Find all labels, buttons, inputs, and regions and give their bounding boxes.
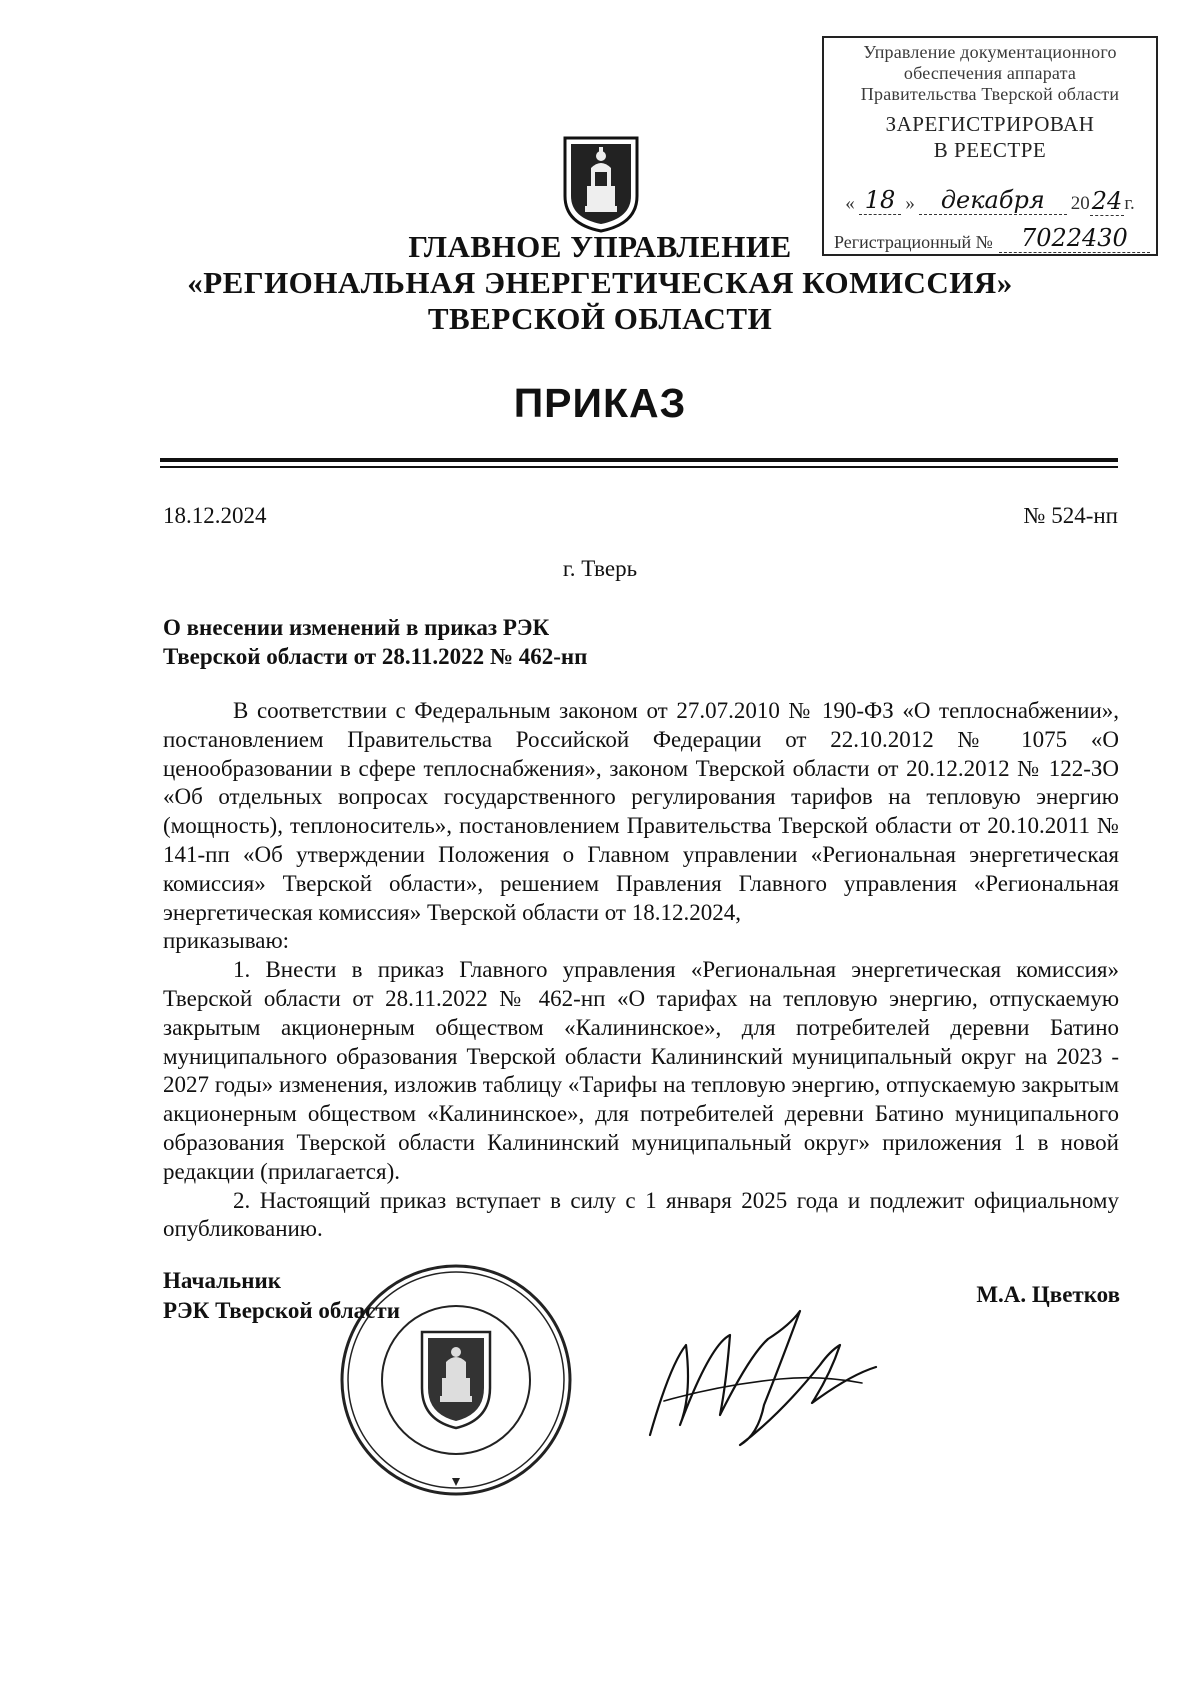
order-item-1: 1. Внести в приказ Главного управления «Региональная энергетическая комиссия» Тверской области от 28.11.2022 № 462-нп «О тарифах на тепловую энергию, отпускаемую закрытым акционерным обществом «Калининское», для потребителей деревни Батино муниципального образования Тверской области Калининский муниципальный округ на 2023 - 2027 годы» изменения, изложив таблицу «Тарифы на тепловую энергию, отпускаемую закрытым акционерным обществом «Калининское», для потребителей деревни Батино муниципального образования Тверской области Калининский муниципальный округ» приложения 1 в новой редакции (прилагается). — [163, 957, 1119, 1184]
handwritten-signature-icon — [640, 1305, 880, 1455]
signatory-position-line: РЭК Тверской области — [163, 1298, 400, 1323]
document-number: № 524-нп — [1023, 503, 1118, 528]
order-item-2: 2. Настоящий приказ вступает в силу с 1 января 2025 года и подлежит официальному опубликованию. — [163, 1187, 1119, 1242]
stamp-line: Правительства Тверской области — [860, 84, 1120, 104]
document-date: 18.12.2024 — [163, 503, 267, 528]
org-name-line2: «РЕГИОНАЛЬНАЯ ЭНЕРГЕТИЧЕСКАЯ КОМИССИЯ» — [187, 265, 1013, 300]
stamp-reg-value: 7022430 — [999, 224, 1150, 253]
signatory-position — [163, 1266, 400, 1326]
stamp-quote: « — [845, 193, 855, 214]
signatory-position-line: Начальник — [163, 1268, 281, 1293]
stamp-line: Управление документационного — [863, 42, 1117, 62]
document-body — [163, 697, 1119, 1244]
stamp-reg-label: Регистрационный № — [834, 232, 993, 252]
preamble-paragraph: В соответствии с Федеральным законом от 27.07.2010 № 190-ФЗ «О теплоснабжении», постановлением Правительства Российской Федерации от 22.10.2012 № 1075 «О ценообразовании в сфере теплоснабжения», законом Тверской области от 20.12.2012 № 122-ЗО «Об отдельных вопросах государственного регулирования тарифов на тепловую энергию (мощность), теплоноситель», постановлением Правительства Тверской области от 20.10.2011 № 141-пп «Об утверждении Положения о Главном управлении «Региональная энергетическая комиссия» Тверской области», решением Правления Главного управления «Региональная энергетическая комиссия» Тверской области от 18.12.2024, — [163, 698, 1119, 925]
header-rule-thin — [160, 466, 1118, 468]
org-name-line1: ГЛАВНОЕ УПРАВЛЕНИЕ — [408, 229, 792, 264]
stamp-year: 2024 г. — [1070, 187, 1135, 215]
subject-line: О внесении изменений в приказ РЭК — [163, 615, 550, 640]
stamp-month: декабря — [919, 186, 1067, 215]
document-subject — [163, 613, 587, 671]
stamp-quote: » — [905, 193, 915, 214]
stamp-title — [830, 111, 1150, 163]
registration-stamp — [822, 36, 1158, 256]
header-rule-thick — [160, 458, 1118, 462]
stamp-title-line: ЗАРЕГИСТРИРОВАН — [885, 112, 1095, 136]
org-name-line3: ТВЕРСКОЙ ОБЛАСТИ — [427, 301, 773, 336]
document-city: г. Тверь — [562, 556, 638, 581]
coat-of-arms-icon — [561, 134, 641, 234]
stamp-title-line: В РЕЕСТРЕ — [933, 138, 1047, 162]
document-type-title: ПРИКАЗ — [513, 380, 687, 426]
stamp-day: 18 — [859, 186, 902, 215]
stamp-line: обеспечения аппарата — [903, 63, 1077, 83]
signatory-name: М.А. Цветков — [976, 1282, 1120, 1307]
subject-line: Тверской области от 28.11.2022 № 462-нп — [163, 644, 588, 669]
stamp-date — [830, 186, 1150, 215]
order-word: приказываю: — [163, 928, 290, 954]
